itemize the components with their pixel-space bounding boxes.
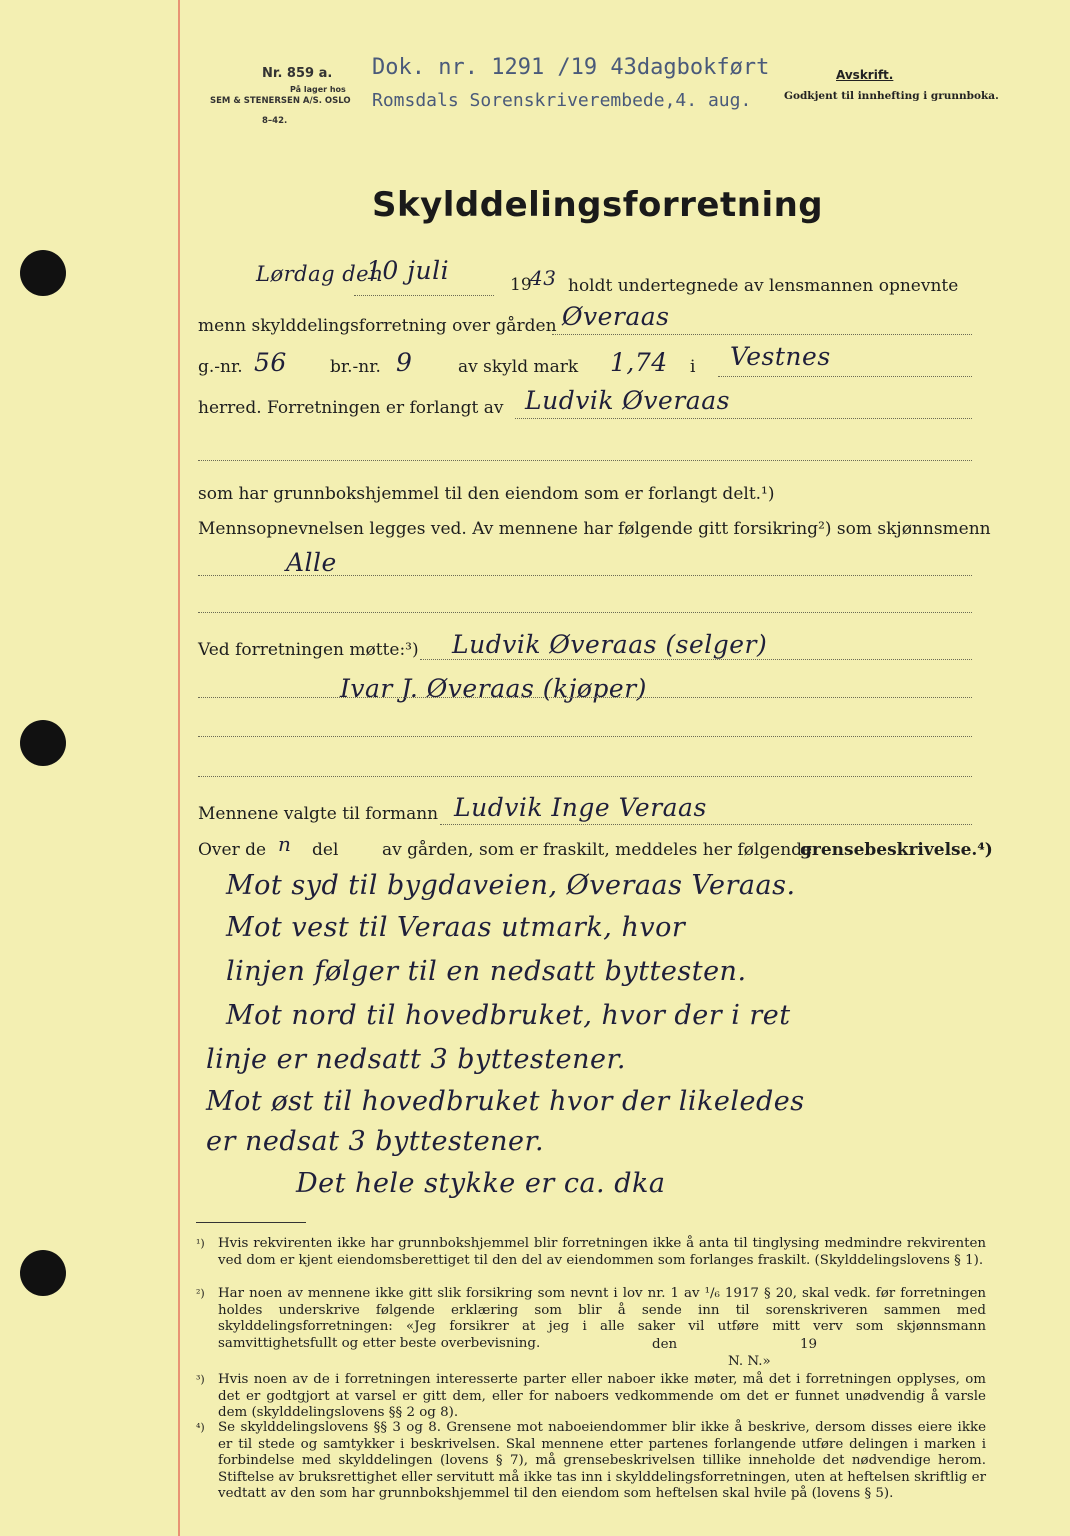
- handwritten-farm: Øveraas: [562, 302, 670, 331]
- fill-line: [198, 460, 972, 461]
- punch-hole: [20, 720, 66, 766]
- copy-label: Avskrift.: [836, 68, 894, 82]
- fill-line: [198, 697, 972, 698]
- form-text: Mennene valgte til formann: [198, 804, 439, 824]
- footnote: [196, 1286, 986, 1352]
- handwritten-chairman: Ludvik Inge Veraas: [454, 793, 707, 822]
- handwritten-names: Alle: [286, 548, 337, 577]
- footnote: [196, 1420, 986, 1503]
- approval-note: Godkjent til innhefting i grunnboka.: [784, 90, 999, 102]
- punch-hole: [20, 250, 66, 296]
- punch-hole: [20, 1250, 66, 1296]
- footnote-number: ¹): [196, 1237, 205, 1250]
- footnote-number: ⁴): [196, 1421, 205, 1434]
- description-line: Mot vest til Veraas utmark, hvor: [226, 912, 686, 943]
- printer-line: SEM & STENERSEN A/S. OSLO: [210, 96, 351, 106]
- fill-line: [552, 334, 972, 335]
- office-stamp: Romsdals Sorenskriverembede,4. aug.: [372, 90, 752, 111]
- form-text: g.-nr.: [198, 357, 243, 377]
- footnote: [196, 1236, 986, 1269]
- footnote: [196, 1372, 986, 1422]
- form-text: av skyld mark: [458, 357, 579, 377]
- page-title: Skylddelingsforretning: [372, 185, 824, 225]
- form-text: br.-nr.: [330, 357, 381, 377]
- description-line: linjen følger til en nedsatt byttesten.: [226, 956, 747, 987]
- form-text: del: [312, 840, 339, 860]
- fill-line: [515, 418, 972, 419]
- form-text: Over de: [198, 840, 267, 860]
- description-line: Mot nord til hovedbruket, hvor der i ret: [226, 1000, 791, 1031]
- fill-line: [198, 736, 972, 737]
- footnote-number: ³): [196, 1373, 205, 1386]
- fill-line: [718, 376, 972, 377]
- form-text: i: [690, 357, 696, 377]
- description-line: er nedsat 3 byttestener.: [206, 1126, 545, 1157]
- fill-line: [198, 575, 972, 576]
- handwritten-suffix: n: [278, 832, 292, 856]
- form-text: av gården, som er fraskilt, meddeles her følgende: [382, 840, 813, 860]
- handwritten-attendee: Ivar J. Øveraas (kjøper): [340, 674, 647, 703]
- footnote-text: Har noen av mennene ikke gitt slik forsikring som nevnt i lov nr. 1 av ¹/₆ 1917 § 20, skal vedk. før forretningen holdes underskrive følgende erklæring som blir å sende inn til sorenskriveren sammen med skylddelingsforretningen: «Jeg forsikrer at jeg i alle saker vil utføre mitt verv som skjønnsmann samvittighetsfullt og etter beste overbevisning.: [218, 1286, 986, 1351]
- printer-line: På lager hos: [290, 85, 346, 94]
- description-line: Mot syd til bygdaveien, Øveraas Veraas.: [226, 870, 796, 901]
- form-text: menn skylddelingsforretning over gården: [198, 316, 557, 336]
- handwritten-mark: 1,74: [610, 348, 668, 377]
- signature-year: 19: [800, 1337, 818, 1352]
- form-text-bold: grensebeskrivelse.⁴): [800, 840, 993, 860]
- footnote-text: Hvis noen av de i forretningen interesserte parter eller naboer ikke møter, må det i forretningen opplyses, om det er godtgjort at varsel er gitt dem, eller for naboers vedkommende om det er funnet unødvendig å varsle dem (skylddelingslovens §§ 2 og 8).: [218, 1372, 986, 1420]
- description-line: Det hele stykke er ca. dka: [296, 1168, 666, 1199]
- form-text: Mennsopnevnelsen legges ved. Av mennene har følgende gitt forsikring²) som skjønnsmenn: [198, 519, 991, 539]
- handwritten-place: Vestnes: [730, 342, 831, 371]
- handwritten-attendee: Ludvik Øveraas (selger): [452, 630, 768, 659]
- form-text: holdt undertegnede av lensmannen opnevnte: [568, 276, 959, 296]
- signature-den: den: [652, 1337, 678, 1352]
- form-text: som har grunnbokshjemmel til den eiendom som er forlangt delt.¹): [198, 484, 775, 504]
- printer-line: 8–42.: [262, 116, 288, 126]
- handwritten-brnr: 9: [396, 348, 413, 377]
- description-line: Mot øst til hovedbruket hvor der likeledes: [206, 1086, 805, 1117]
- handwritten-requester: Ludvik Øveraas: [525, 386, 730, 415]
- signature-nn: N. N.»: [728, 1354, 771, 1369]
- footnote-text: Hvis rekvirenten ikke har grunnbokshjemmel blir forretningen ikke å anta til tinglysing medmindre rekvirenten ved dom er kjent eiendomsberettiget til den del av eiendommen som forlanges fraskilt. (Skylddelingslovens § 1).: [218, 1236, 986, 1268]
- fill-line: [420, 659, 972, 660]
- form-number: Nr. 859 a.: [262, 66, 333, 81]
- fill-line: [354, 295, 494, 296]
- margin-line: [178, 0, 180, 1536]
- footnote-text: Se skylddelingslovens §§ 3 og 8. Grensene mot naboeiendommer blir ikke å beskrive, dersom disses eiere ikke er til stede og samtykker i beskrivelsen. Skal mennene etter partenes forlangende utføre delingen i marken i forbindelse med skylddelingen (lovens § 7), må grensebeskrivelsen tillike inneholde det nødvendige herom. Stiftelse av bruksrettighet eller servitutt må ikke tas inn i skylddelingsforretningen, uten at heftelsen skriftlig er vedtatt av den som har grunnbokshjemmel til den eiendom som heftelsen skal hvile på (lovens § 5).: [218, 1420, 986, 1501]
- footnote-separator: [196, 1222, 306, 1223]
- handwritten-day: Lørdag den: [256, 262, 384, 286]
- fill-line: [198, 612, 972, 613]
- description-line: linje er nedsatt 3 byttestener.: [206, 1044, 626, 1075]
- form-text: Ved forretningen møtte:³): [198, 640, 419, 660]
- year-prefix: 19: [510, 275, 532, 295]
- handwritten-gnr: 56: [254, 348, 287, 377]
- fill-line: [198, 776, 972, 777]
- document-number-stamp: Dok. nr. 1291 /19 43dagbokført: [372, 55, 770, 80]
- handwritten-date: 10 juli: [366, 256, 450, 285]
- handwritten-year: 43: [530, 266, 557, 290]
- fill-line: [440, 824, 972, 825]
- form-text: herred. Forretningen er forlangt av: [198, 398, 504, 418]
- footnote-number: ²): [196, 1287, 205, 1300]
